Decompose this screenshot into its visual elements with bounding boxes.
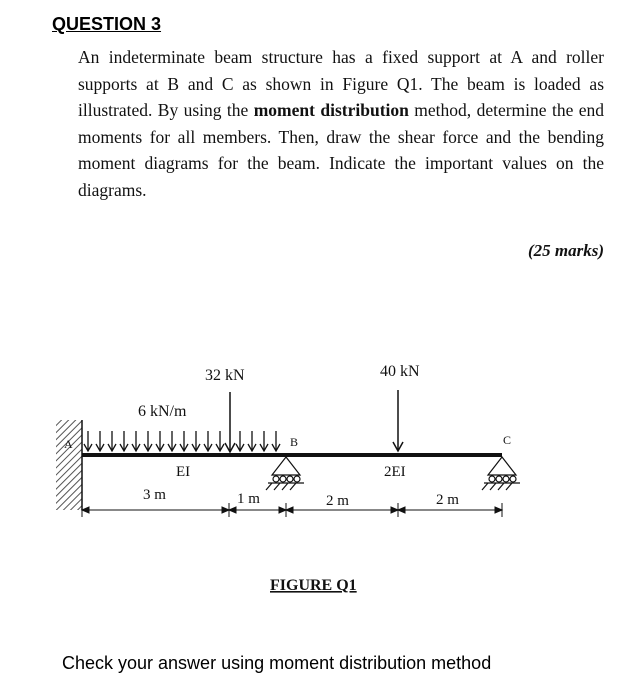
stiffness-bc-label: 2EI [384,464,406,480]
udl-arrows [84,431,280,451]
support-b-label: B [290,435,299,449]
question-heading: QUESTION 3 [52,14,162,34]
footer-note: Check your answer using moment distribution method [62,653,492,673]
dimension-2m-second: 2 m [436,492,459,508]
stiffness-ab-label: EI [176,464,191,480]
point-load-40kn-label: 40 kN [380,363,420,380]
beam [82,453,502,457]
question-text-part2: method, determine the end moments for all members. Then, draw the shear force and the bending moment diagrams for the beam. Indicate the important values on the diagrams. [78,100,605,200]
point-load-32kn-arrow [225,392,235,452]
fixed-support-a [56,420,82,510]
point-load-32kn-label: 32 kN [205,367,245,384]
support-c-label: C [503,433,512,447]
roller-support-c [482,457,520,490]
udl-label: 6 kN/m [138,403,187,420]
question-text-bold: moment distribution [253,100,409,120]
question-text-part1: An indeterminate beam structure has a fixed support at A and roller supports at B and C as shown in Figure Q1. The beam is loaded as illustrated. By using the [78,47,604,120]
dimension-1m: 1 m [237,491,260,507]
dimension-2m-first: 2 m [326,493,349,509]
roller-support-b [266,457,304,490]
dimension-3m: 3 m [143,487,166,503]
marks-label: (25 marks) [527,241,604,260]
point-load-40kn-arrow [393,390,403,451]
figure-caption: FIGURE Q1 [270,577,357,594]
support-a-label: A [64,437,73,451]
